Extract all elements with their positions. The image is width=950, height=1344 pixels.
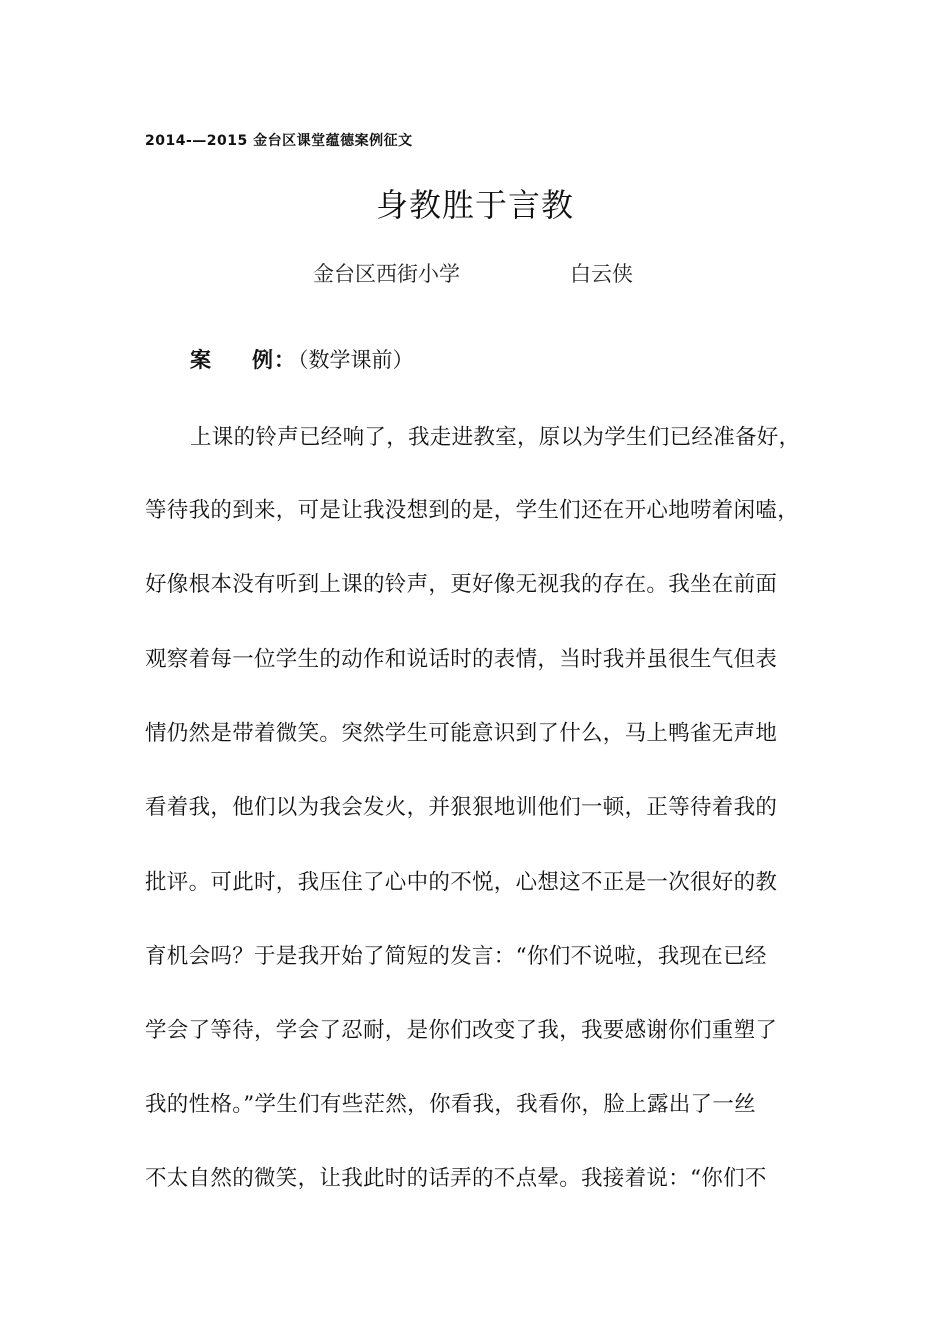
paragraph-line: 学会了等待，学会了忍耐，是你们改变了我，我要感谢你们重塑了 xyxy=(145,1018,778,1043)
document-title: 身教胜于言教 xyxy=(375,186,574,224)
byline-author: 白云侠 xyxy=(570,262,633,286)
paragraph-line: 观察着每一位学生的动作和说话时的表情，当时我并虽很生气但表 xyxy=(145,647,778,672)
essay-contest-header: 2014-—2015 金台区课堂蕴德案例征文 xyxy=(145,133,413,149)
case-label-part1: 案 xyxy=(190,348,212,372)
paragraph-line: 育机会吗？于是我开始了简短的发言：“你们不说啦，我现在已经 xyxy=(145,944,767,969)
byline-school: 金台区西街小学 xyxy=(313,262,460,286)
paragraph-line: 上课的铃声已经响了，我走进教室，原以为学生们已经准备好， xyxy=(190,425,801,450)
paragraph-line: 等待我的到来，可是让我没想到的是，学生们还在开心地唠着闲嗑， xyxy=(145,498,800,523)
paragraph-line: 看着我，他们以为我会发火，并狠狠地训他们一顿，正等待着我的 xyxy=(145,795,778,820)
paragraph-line: 情仍然是带着微笑。突然学生可能意识到了什么，马上鸭雀无声地 xyxy=(145,721,778,746)
paragraph-line: 不太自然的微笑，让我此时的话弄的不点晕。我接着说：“你们不 xyxy=(145,1166,767,1191)
paragraph-line: 我的性格。”学生们有些茫然，你看我，我看你，脸上露出了一丝 xyxy=(145,1092,756,1117)
paragraph-line: 批评。可此时，我压住了心中的不悦，心想这不正是一次很好的教 xyxy=(145,870,778,895)
case-heading xyxy=(190,344,414,374)
paragraph-line: 好像根本没有听到上课的铃声，更好像无视我的存在。我坐在前面 xyxy=(145,572,778,597)
case-label-part2: 例： xyxy=(252,348,296,372)
case-label xyxy=(190,348,296,372)
case-subtitle: （数学课前） xyxy=(298,348,414,372)
